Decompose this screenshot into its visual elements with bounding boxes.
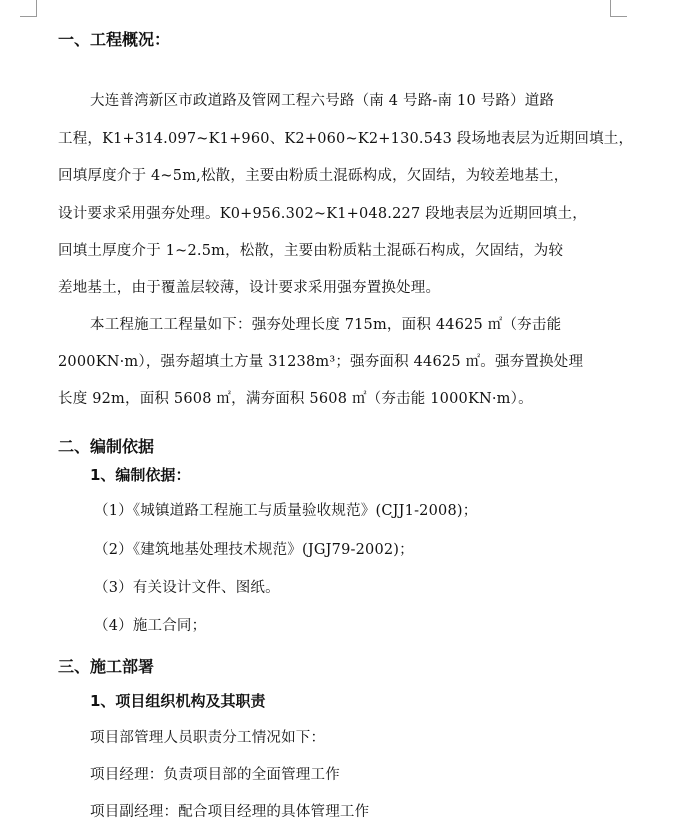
- deployment-line: 项目经理：负责项目部的全面管理工作: [90, 767, 340, 783]
- overview-para1-line: 设计要求采用强夯处理。K0+956.302~K1+048.227 段地表层为近期回填土，: [58, 206, 587, 222]
- deployment-line: 项目部管理人员职责分工情况如下：: [90, 730, 326, 746]
- subheading-basis: 1、编制依据：: [90, 466, 191, 484]
- overview-para1-line: 回填土厚度介于 1~2.5m，松散，主要由粉质粘土混砾石构成，欠固结，为较: [58, 243, 564, 259]
- overview-para1-line: 差地基土，由于覆盖层较薄，设计要求采用强夯置换处理。: [58, 280, 441, 296]
- subheading-deployment: 1、项目组织机构及其职责: [90, 692, 266, 710]
- overview-para1-line: 工程，K1+314.097~K1+960、K2+060~K2+130.543 段场地表层为近期回填土，: [58, 131, 634, 147]
- section-heading-overview: 一、工程概况：: [58, 30, 171, 49]
- page-corner-mark-left: [20, 0, 37, 17]
- basis-item: （2）《建筑地基处理技术规范》(JGJ79-2002)；: [94, 542, 414, 558]
- basis-item: （4）施工合同；: [94, 618, 207, 634]
- basis-item: （3）有关设计文件、图纸。: [94, 580, 280, 596]
- basis-item: （1）《城镇道路工程施工与质量验收规范》(CJJ1-2008)；: [94, 503, 478, 519]
- page-corner-mark-right: [610, 0, 627, 17]
- section-heading-deployment: 三、施工部署: [58, 657, 155, 676]
- section-heading-basis: 二、编制依据: [58, 437, 155, 456]
- overview-para1-line: 大连普湾新区市政道路及管网工程六号路（南 4 号路-南 10 号路）道路: [90, 93, 555, 109]
- deployment-line: 项目副经理：配合项目经理的具体管理工作: [90, 804, 370, 820]
- overview-para2-line: 本工程施工工程量如下：强夯处理长度 715m，面积 44625 ㎡（夯击能: [90, 317, 562, 333]
- overview-para1-line: 回填厚度介于 4~5m,松散，主要由粉质土混砾构成，欠固结，为较差地基土，: [58, 168, 569, 184]
- overview-para2-line: 2000KN·m），强夯超填土方量 31238m³；强夯面积 44625 ㎡。强夯置换处理: [58, 354, 584, 370]
- overview-para2-line: 长度 92m，面积 5608 ㎡，满夯面积 5608 ㎡（夯击能 1000KN·m）。: [58, 391, 533, 407]
